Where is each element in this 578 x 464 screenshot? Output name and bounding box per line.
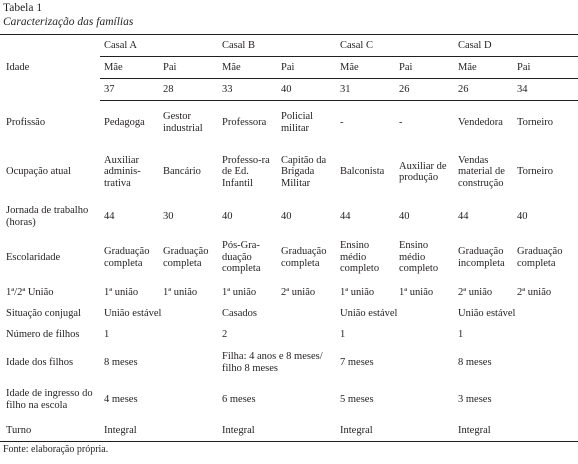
table-cell: Filha: 4 anos e 8 meses/ filho 8 meses (222, 351, 323, 374)
table-source-note: Fonte: elaboração própria. (3, 444, 109, 455)
table-cell: 2ª união (458, 286, 493, 298)
table-cell: - (399, 117, 403, 128)
couple-header: Casal B (218, 35, 336, 57)
table-cell: 1 (458, 328, 464, 340)
table-cell: 1ª união (163, 286, 198, 298)
table-cell: 40 (399, 210, 410, 222)
role-header: Mãe (454, 57, 513, 79)
table-row (0, 234, 578, 282)
table-cell: Policial militar (281, 111, 314, 134)
table-cell: Capitão da Brigada Militar (281, 154, 327, 189)
families-table (0, 34, 578, 442)
row-label: Ocupação atual (6, 166, 72, 178)
table-cell: Graduação incompleta (458, 246, 505, 269)
row-label: Idade de ingresso do filho na escola (6, 388, 93, 411)
table-cell: 8 meses (458, 356, 492, 368)
table-row (0, 200, 578, 234)
table-cell: 8 meses (104, 356, 138, 368)
table-cell: 6 meses (222, 393, 256, 405)
couple-header: Casal C (336, 35, 454, 57)
table-row (0, 346, 578, 380)
table-cell: Torneiro (517, 166, 554, 178)
table-row (0, 304, 578, 324)
row-label: Escolaridade (6, 251, 61, 263)
table-cell: 44 (340, 210, 351, 222)
table-cell: União estável (458, 307, 516, 319)
table-cell: Bancário (163, 166, 201, 178)
age-cell: 28 (159, 79, 218, 101)
role-header: Pai (159, 57, 218, 79)
table-cell: Casados (222, 307, 257, 319)
table-cell: Ensino médio completo (399, 240, 439, 275)
row-label: Jornada de trabalho (horas) (6, 205, 89, 228)
row-label: 1ª/2ª União (6, 286, 54, 298)
row-label: Profissão (6, 116, 46, 128)
table-cell: Professo-ra de Ed. Infantil (222, 154, 270, 189)
table-cell: 44 (104, 210, 115, 222)
role-header: Pai (395, 57, 454, 79)
table-row (0, 324, 578, 346)
table-cell: 30 (163, 210, 174, 222)
table-cell: Balconista (340, 166, 385, 178)
role-header: Mãe (218, 57, 277, 79)
row-label: Idade dos filhos (6, 356, 74, 368)
table-cell: 7 meses (340, 356, 374, 368)
couple-header: Casal D (454, 35, 578, 57)
table-cell: Graduação completa (517, 246, 563, 269)
table-cell: 40 (281, 210, 292, 222)
header-row-label: Idade (0, 35, 100, 101)
table-cell: 1 (104, 328, 110, 340)
table-cell: 1ª união (222, 286, 257, 298)
age-cell: 33 (218, 79, 277, 101)
table-cell: Graduação completa (163, 246, 209, 269)
table-cell: Auxiliar adminis-trativa (104, 154, 141, 189)
row-label: Número de filhos (6, 328, 80, 340)
table-cell: 40 (222, 210, 233, 222)
table-title: Caracterização das famílias (3, 16, 134, 28)
table-row (0, 380, 578, 420)
table-row (0, 101, 578, 145)
age-cell: 26 (395, 79, 454, 101)
table-cell: 1ª união (104, 286, 139, 298)
table-cell: Torneiro (517, 117, 554, 128)
table-label: Tabela 1 (3, 2, 43, 14)
table-cell: Integral (100, 420, 218, 442)
age-cell: 40 (277, 79, 336, 101)
table-cell: 3 meses (458, 393, 492, 405)
table-cell: Pós-Gra-duação completa (222, 240, 261, 275)
table-row (0, 282, 578, 304)
table-cell: 1ª união (340, 286, 375, 298)
table-cell: Graduação completa (281, 246, 327, 269)
table-cell: 1 (340, 328, 346, 340)
role-header: Pai (513, 57, 578, 79)
role-header: Mãe (100, 57, 159, 79)
table-cell: 4 meses (104, 393, 138, 405)
table-row (0, 145, 578, 200)
table-cell: Integral (454, 420, 578, 442)
row-label: Turno (0, 420, 100, 442)
table-cell: 2 (222, 328, 228, 340)
table-cell: Integral (336, 420, 454, 442)
age-cell: 34 (513, 79, 578, 101)
table-cell: 44 (458, 210, 469, 222)
table-cell: - (340, 117, 344, 128)
table-row (0, 420, 578, 442)
table-cell: Graduação completa (104, 246, 150, 269)
table-caption (3, 1, 133, 29)
table-cell: Professora (222, 117, 267, 128)
table-cell: 2ª união (517, 286, 552, 298)
table-cell: Integral (218, 420, 336, 442)
row-label: Situação conjugal (6, 307, 81, 319)
table-cell: 2ª união (281, 286, 316, 298)
table-cell: 5 meses (340, 393, 374, 405)
table-cell: Vendedora (458, 117, 503, 128)
role-header: Pai (277, 57, 336, 79)
table-cell: 1ª união (399, 286, 434, 298)
age-cell: 37 (100, 79, 159, 101)
table-cell: Auxiliar de produção (399, 160, 447, 183)
role-header: Mãe (336, 57, 395, 79)
table-cell: Gestor industrial (163, 111, 203, 134)
table-cell: Ensino médio completo (340, 240, 380, 275)
table-cell: Vendas material de construção (458, 154, 505, 189)
table-cell: União estável (104, 307, 162, 319)
age-cell: 26 (454, 79, 513, 101)
table-cell: 40 (517, 210, 528, 222)
table-cell: Pedagoga (104, 117, 145, 128)
couple-header: Casal A (100, 35, 218, 57)
table-cell: União estável (340, 307, 398, 319)
age-cell: 31 (336, 79, 395, 101)
